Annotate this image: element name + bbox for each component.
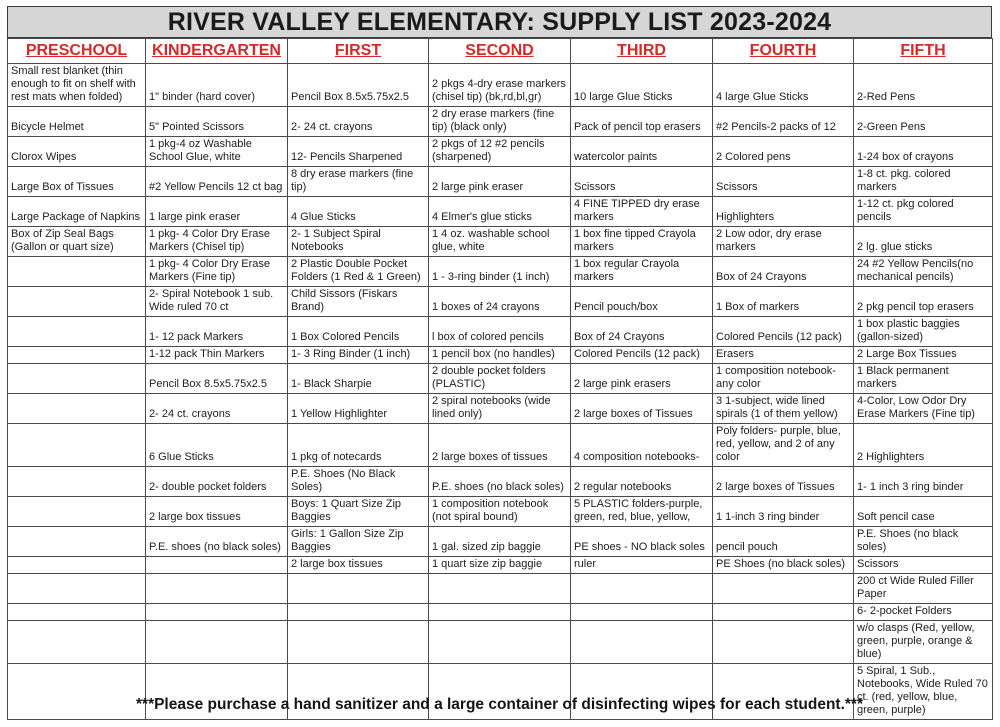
supply-table-body — [8, 64, 993, 720]
cell-kindergarten: 2- double pocket folders — [146, 467, 288, 497]
cell-first: 4 Glue Sticks — [288, 197, 429, 227]
cell-fourth: Erasers — [713, 347, 854, 364]
cell-kindergarten: 2- Spiral Notebook 1 sub. Wide ruled 70 ct — [146, 287, 288, 317]
cell-fourth: 1 Box of markers — [713, 287, 854, 317]
cell-preschool: Box of Zip Seal Bags (Gallon or quart size) — [8, 227, 146, 257]
header-second: SECOND — [429, 39, 571, 64]
table-row — [8, 574, 993, 604]
cell-fourth: 4 large Glue Sticks — [713, 64, 854, 107]
cell-first: 8 dry erase markers (fine tip) — [288, 167, 429, 197]
cell-fifth: 6- 2-pocket Folders — [854, 604, 993, 621]
cell-kindergarten: 2- 24 ct. crayons — [146, 394, 288, 424]
cell-second: 2 dry erase markers (fine tip) (black only) — [429, 107, 571, 137]
cell-kindergarten: Pencil Box 8.5x5.75x2.5 — [146, 364, 288, 394]
cell-second: P.E. shoes (no black soles) — [429, 467, 571, 497]
cell-second: 2 large pink eraser — [429, 167, 571, 197]
cell-kindergarten — [146, 557, 288, 574]
cell-second: l box of colored pencils — [429, 317, 571, 347]
cell-second: 1 quart size zip baggie — [429, 557, 571, 574]
cell-third — [571, 574, 713, 604]
table-row — [8, 621, 993, 664]
cell-first: 2- 24 ct. crayons — [288, 107, 429, 137]
cell-fourth: 2 Colored pens — [713, 137, 854, 167]
cell-third: 4 composition notebooks- — [571, 424, 713, 467]
cell-first: 2- 1 Subject Spiral Notebooks — [288, 227, 429, 257]
cell-preschool — [8, 604, 146, 621]
cell-fifth: P.E. Shoes (no black soles) — [854, 527, 993, 557]
cell-fifth: 4-Color, Low Odor Dry Erase Markers (Fine tip) — [854, 394, 993, 424]
cell-third: 10 large Glue Sticks — [571, 64, 713, 107]
header-row — [8, 39, 993, 64]
cell-kindergarten: 1-12 pack Thin Markers — [146, 347, 288, 364]
cell-fifth: 2 pkg pencil top erasers — [854, 287, 993, 317]
header-kindergarten: KINDERGARTEN — [146, 39, 288, 64]
cell-fourth: 1 composition notebook- any color — [713, 364, 854, 394]
cell-third: 2 large pink erasers — [571, 364, 713, 394]
cell-preschool — [8, 287, 146, 317]
cell-third: Colored Pencils (12 pack) — [571, 347, 713, 364]
table-row — [8, 287, 993, 317]
cell-third: 1 box fine tipped Crayola markers — [571, 227, 713, 257]
cell-fourth: 2 Low odor, dry erase markers — [713, 227, 854, 257]
cell-third: Scissors — [571, 167, 713, 197]
cell-kindergarten — [146, 621, 288, 664]
header-preschool: PRESCHOOL — [8, 39, 146, 64]
cell-fifth: 1-8 ct. pkg. colored markers — [854, 167, 993, 197]
table-row — [8, 604, 993, 621]
cell-fifth: 2 Highlighters — [854, 424, 993, 467]
cell-third: 2 regular notebooks — [571, 467, 713, 497]
cell-third: Pack of pencil top erasers — [571, 107, 713, 137]
supply-table — [7, 38, 993, 720]
cell-preschool — [8, 621, 146, 664]
cell-second: 2 pkgs of 12 #2 pencils (sharpened) — [429, 137, 571, 167]
footer-note-bar — [7, 690, 992, 720]
table-row — [8, 347, 993, 364]
cell-fifth: Scissors — [854, 557, 993, 574]
cell-third: 4 FINE TIPPED dry erase markers — [571, 197, 713, 227]
cell-second: 2 double pocket folders (PLASTIC) — [429, 364, 571, 394]
cell-preschool — [8, 317, 146, 347]
table-row — [8, 227, 993, 257]
cell-preschool: Small rest blanket (thin enough to fit on shelf with rest mats when folded) — [8, 64, 146, 107]
cell-kindergarten: 1 pkg-4 oz Washable School Glue, white — [146, 137, 288, 167]
cell-third: PE shoes - NO black soles — [571, 527, 713, 557]
footer-note: ***Please purchase a hand sanitizer and a large container of disinfecting wipes for each student.*** — [136, 696, 863, 713]
cell-first: 2 Plastic Double Pocket Folders (1 Red & 1 Green) — [288, 257, 429, 287]
cell-second: 1 - 3-ring binder (1 inch) — [429, 257, 571, 287]
cell-preschool — [8, 257, 146, 287]
cell-fourth — [713, 621, 854, 664]
cell-first: 1- Black Sharpie — [288, 364, 429, 394]
page-title: RIVER VALLEY ELEMENTARY: SUPPLY LIST 2023-2024 — [167, 7, 832, 36]
cell-second: 1 composition notebook (not spiral bound) — [429, 497, 571, 527]
cell-fourth: Scissors — [713, 167, 854, 197]
cell-preschool — [8, 424, 146, 467]
cell-preschool: Clorox Wipes — [8, 137, 146, 167]
cell-fourth: Colored Pencils (12 pack) — [713, 317, 854, 347]
cell-kindergarten — [146, 604, 288, 621]
header-fourth: FOURTH — [713, 39, 854, 64]
cell-fourth: Poly folders- purple, blue, red, yellow, and 2 of any color — [713, 424, 854, 467]
cell-first: 12- Pencils Sharpened — [288, 137, 429, 167]
cell-kindergarten: 5" Pointed Scissors — [146, 107, 288, 137]
table-row — [8, 527, 993, 557]
cell-second: 2 spiral notebooks (wide lined only) — [429, 394, 571, 424]
cell-fifth: 5 Spiral, 1 Sub., Notebooks, Wide Ruled 70 ct. (red, yellow, blue, green, purple) — [854, 664, 993, 720]
cell-fifth: 1 Black permanent markers — [854, 364, 993, 394]
table-row — [8, 137, 993, 167]
table-row — [8, 364, 993, 394]
cell-fourth: PE Shoes (no black soles) — [713, 557, 854, 574]
cell-fourth: Box of 24 Crayons — [713, 257, 854, 287]
cell-kindergarten: 1 pkg- 4 Color Dry Erase Markers (Fine tip) — [146, 257, 288, 287]
cell-third: watercolor paints — [571, 137, 713, 167]
cell-kindergarten: #2 Yellow Pencils 12 ct bag — [146, 167, 288, 197]
table-row — [8, 557, 993, 574]
header-third: THIRD — [571, 39, 713, 64]
cell-fifth: 1-24 box of crayons — [854, 137, 993, 167]
title-bar — [7, 6, 992, 38]
table-row — [8, 394, 993, 424]
cell-second: 1 pencil box (no handles) — [429, 347, 571, 364]
cell-preschool — [8, 557, 146, 574]
table-row — [8, 64, 993, 107]
cell-fourth: pencil pouch — [713, 527, 854, 557]
cell-fifth: 2-Red Pens — [854, 64, 993, 107]
table-row — [8, 257, 993, 287]
cell-second: 2 large boxes of tissues — [429, 424, 571, 467]
cell-second: 2 pkgs 4-dry erase markers (chisel tip) (bk,rd,bl,gr) — [429, 64, 571, 107]
cell-preschool: Bicycle Helmet — [8, 107, 146, 137]
cell-preschool — [8, 394, 146, 424]
cell-fifth: Soft pencil case — [854, 497, 993, 527]
cell-fifth: 1- 1 inch 3 ring binder — [854, 467, 993, 497]
table-row — [8, 424, 993, 467]
cell-fourth: #2 Pencils-2 packs of 12 — [713, 107, 854, 137]
cell-fifth: 24 #2 Yellow Pencils(no mechanical pencils) — [854, 257, 993, 287]
cell-first: Girls: 1 Gallon Size Zip Baggies — [288, 527, 429, 557]
cell-second — [429, 574, 571, 604]
header-fifth: FIFTH — [854, 39, 993, 64]
cell-fourth: 2 large boxes of Tissues — [713, 467, 854, 497]
cell-first — [288, 621, 429, 664]
cell-third: 1 box regular Crayola markers — [571, 257, 713, 287]
cell-first: 1- 3 Ring Binder (1 inch) — [288, 347, 429, 364]
cell-fifth: 2-Green Pens — [854, 107, 993, 137]
table-row — [8, 197, 993, 227]
cell-kindergarten — [146, 574, 288, 604]
cell-third: 2 large boxes of Tissues — [571, 394, 713, 424]
cell-first: Pencil Box 8.5x5.75x2.5 — [288, 64, 429, 107]
cell-fifth: 1-12 ct. pkg colored pencils — [854, 197, 993, 227]
cell-first: Child Sissors (Fiskars Brand) — [288, 287, 429, 317]
cell-third — [571, 604, 713, 621]
cell-fourth — [713, 604, 854, 621]
cell-kindergarten: 1 pkg- 4 Color Dry Erase Markers (Chisel tip) — [146, 227, 288, 257]
cell-first — [288, 574, 429, 604]
cell-preschool — [8, 497, 146, 527]
cell-preschool: Large Package of Napkins — [8, 197, 146, 227]
cell-fifth: 2 Large Box Tissues — [854, 347, 993, 364]
table-row — [8, 107, 993, 137]
cell-fourth: 1 1-inch 3 ring binder — [713, 497, 854, 527]
cell-preschool — [8, 467, 146, 497]
table-row — [8, 497, 993, 527]
cell-preschool — [8, 364, 146, 394]
cell-fifth: w/o clasps (Red, yellow, green, purple, orange & blue) — [854, 621, 993, 664]
cell-kindergarten: 2 large box tissues — [146, 497, 288, 527]
cell-kindergarten: 1" binder (hard cover) — [146, 64, 288, 107]
cell-second — [429, 604, 571, 621]
cell-second: 4 Elmer's glue sticks — [429, 197, 571, 227]
cell-first: 2 large box tissues — [288, 557, 429, 574]
cell-kindergarten: 1 large pink eraser — [146, 197, 288, 227]
cell-second: 1 gal. sized zip baggie — [429, 527, 571, 557]
cell-fifth: 200 ct Wide Ruled Filler Paper — [854, 574, 993, 604]
cell-third: Box of 24 Crayons — [571, 317, 713, 347]
cell-third: 5 PLASTIC folders-purple, green, red, blue, yellow, — [571, 497, 713, 527]
cell-first: Boys: 1 Quart Size Zip Baggies — [288, 497, 429, 527]
cell-second: 1 boxes of 24 crayons — [429, 287, 571, 317]
cell-fourth — [713, 574, 854, 604]
cell-first: 1 Box Colored Pencils — [288, 317, 429, 347]
cell-fourth: Highlighters — [713, 197, 854, 227]
header-first: FIRST — [288, 39, 429, 64]
cell-preschool — [8, 347, 146, 364]
cell-preschool: Large Box of Tissues — [8, 167, 146, 197]
table-row — [8, 467, 993, 497]
cell-preschool — [8, 527, 146, 557]
cell-third — [571, 621, 713, 664]
cell-kindergarten: 1- 12 pack Markers — [146, 317, 288, 347]
table-row — [8, 317, 993, 347]
cell-preschool — [8, 574, 146, 604]
cell-kindergarten: P.E. shoes (no black soles) — [146, 527, 288, 557]
cell-first — [288, 604, 429, 621]
cell-second: 1 4 oz. washable school glue, white — [429, 227, 571, 257]
cell-third: ruler — [571, 557, 713, 574]
cell-fourth: 3 1-subject, wide lined spirals (1 of them yellow) — [713, 394, 854, 424]
cell-second — [429, 621, 571, 664]
cell-first: P.E. Shoes (No Black Soles) — [288, 467, 429, 497]
cell-third: Pencil pouch/box — [571, 287, 713, 317]
cell-fifth: 2 lg. glue sticks — [854, 227, 993, 257]
table-row — [8, 167, 993, 197]
cell-first: 1 Yellow Highlighter — [288, 394, 429, 424]
cell-kindergarten: 6 Glue Sticks — [146, 424, 288, 467]
cell-first: 1 pkg of notecards — [288, 424, 429, 467]
cell-fifth: 1 box plastic baggies (gallon-sized) — [854, 317, 993, 347]
